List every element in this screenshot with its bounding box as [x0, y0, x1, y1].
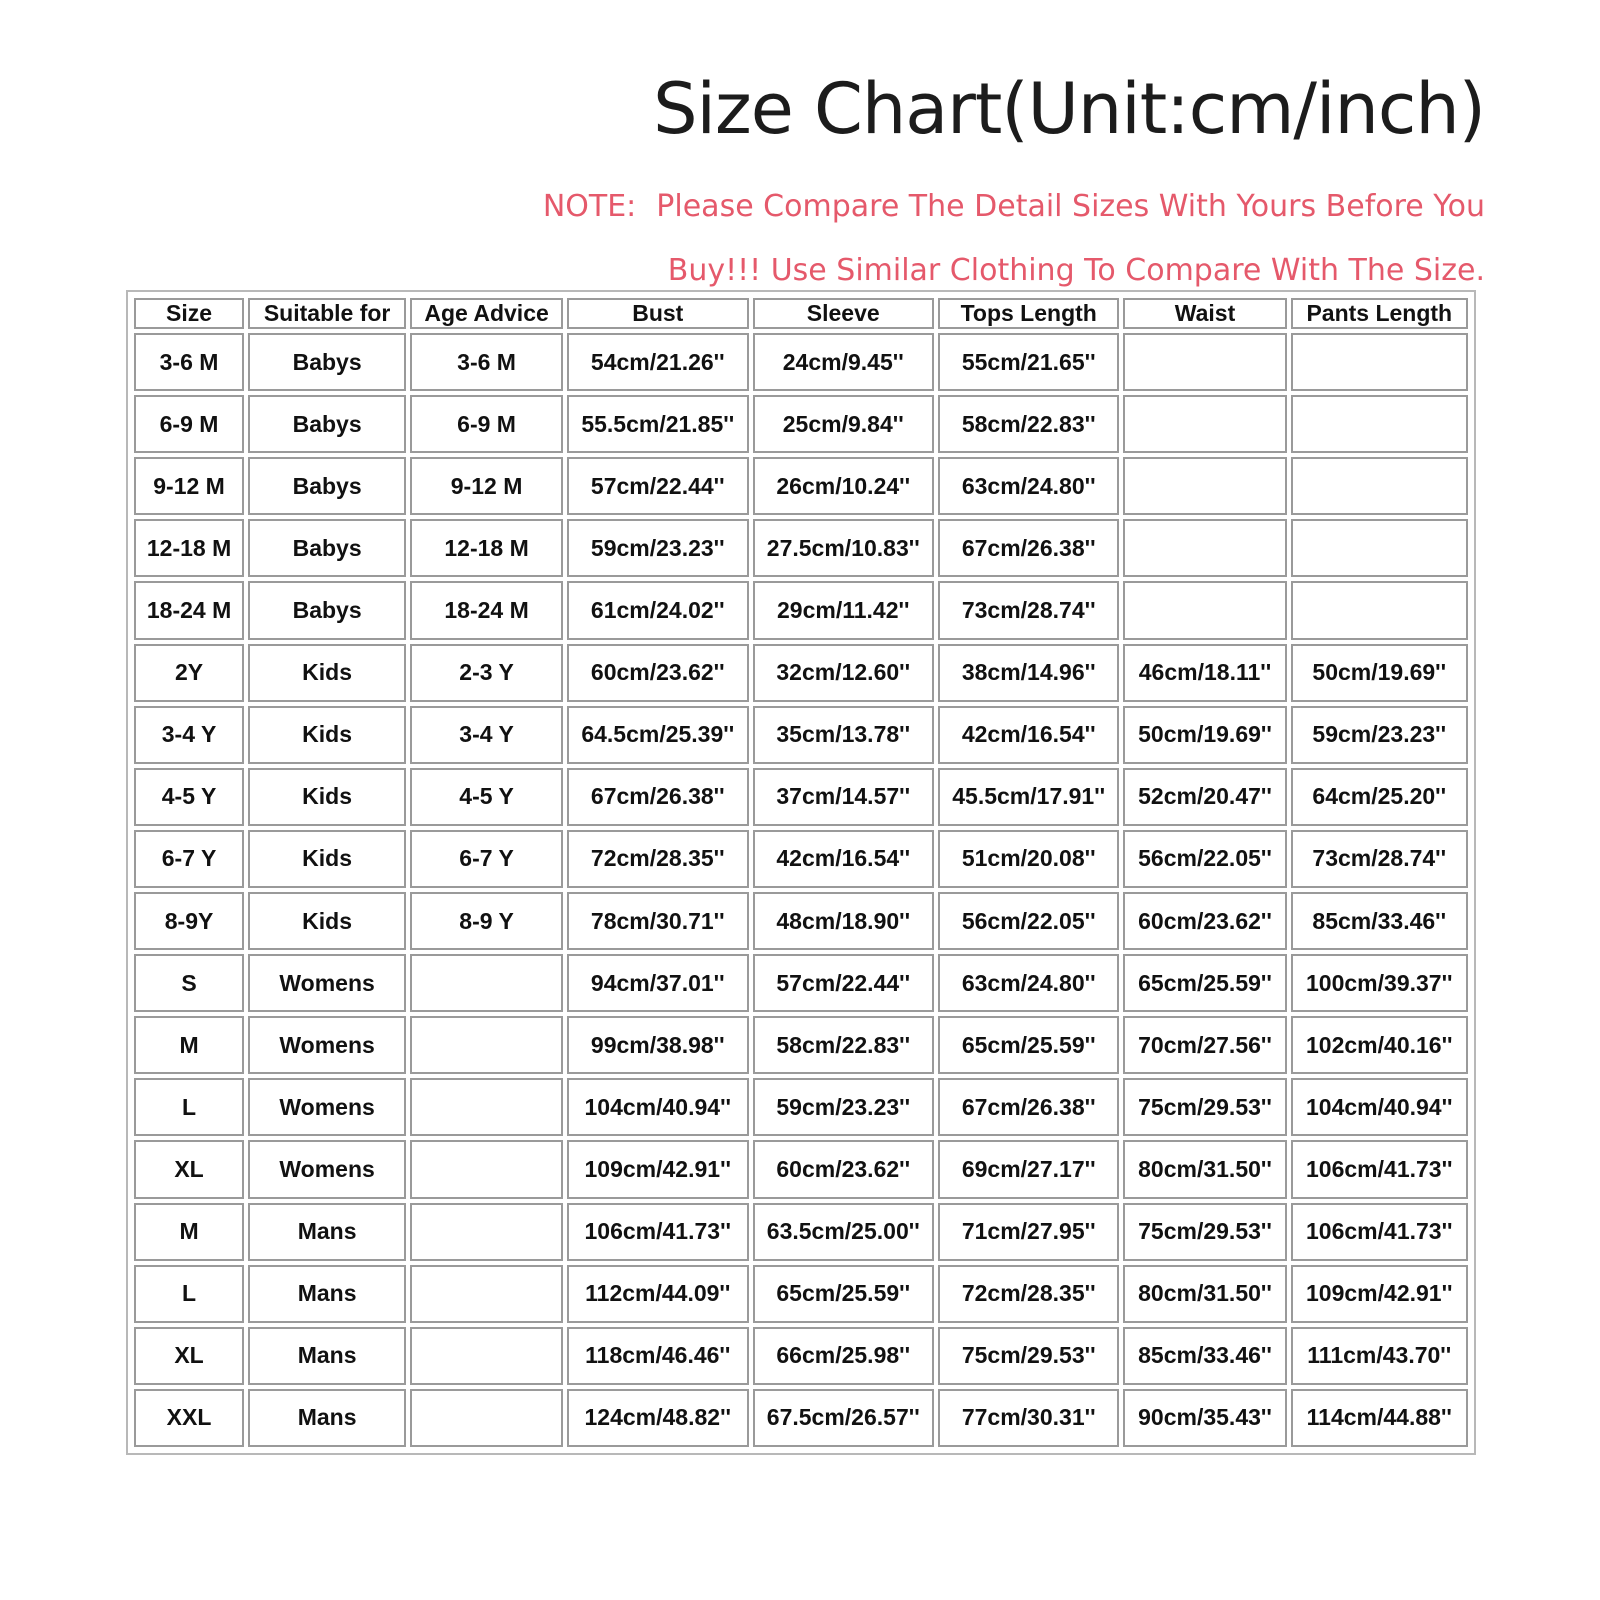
- table-cell: 78cm/30.71'': [567, 892, 748, 950]
- table-cell: 106cm/41.73'': [567, 1203, 748, 1261]
- table-cell: 42cm/16.54'': [753, 830, 934, 888]
- table-cell: 8-9 Y: [410, 892, 563, 950]
- table-row: [134, 395, 1468, 453]
- table-cell: Babys: [248, 395, 406, 453]
- table-cell: Babys: [248, 457, 406, 515]
- table-row: [134, 519, 1468, 577]
- table-cell: 73cm/28.74'': [1291, 830, 1468, 888]
- table-cell: Kids: [248, 706, 406, 764]
- table-cell: L: [134, 1265, 244, 1323]
- table-cell: 104cm/40.94'': [1291, 1078, 1468, 1136]
- size-chart-table: [126, 290, 1476, 1455]
- table-cell: Babys: [248, 519, 406, 577]
- table-cell: Kids: [248, 768, 406, 826]
- table-row: [134, 830, 1468, 888]
- table-cell: [410, 954, 563, 1012]
- table-cell: 3-4 Y: [410, 706, 563, 764]
- table-cell: 3-4 Y: [134, 706, 244, 764]
- table-cell: 50cm/19.69'': [1123, 706, 1286, 764]
- table-cell: 26cm/10.24'': [753, 457, 934, 515]
- table-cell: 12-18 M: [134, 519, 244, 577]
- table-cell: 12-18 M: [410, 519, 563, 577]
- table-cell: 6-7 Y: [410, 830, 563, 888]
- table-cell: 66cm/25.98'': [753, 1327, 934, 1385]
- table-cell: 24cm/9.45'': [753, 333, 934, 391]
- table-cell: 63.5cm/25.00'': [753, 1203, 934, 1261]
- table-cell: [1291, 333, 1468, 391]
- table-cell: 73cm/28.74'': [938, 581, 1119, 639]
- table-cell: 85cm/33.46'': [1291, 892, 1468, 950]
- page-title: Size Chart(Unit:cm/inch): [653, 68, 1485, 150]
- table-cell: Mans: [248, 1327, 406, 1385]
- table-cell: 56cm/22.05'': [938, 892, 1119, 950]
- table-cell: Womens: [248, 1078, 406, 1136]
- table-cell: 4-5 Y: [134, 768, 244, 826]
- table-cell: 25cm/9.84'': [753, 395, 934, 453]
- table-cell: [410, 1140, 563, 1198]
- table-cell: 18-24 M: [410, 581, 563, 639]
- table-cell: 67cm/26.38'': [567, 768, 748, 826]
- table-cell: 72cm/28.35'': [567, 830, 748, 888]
- table-cell: 71cm/27.95'': [938, 1203, 1119, 1261]
- table-cell: [410, 1016, 563, 1074]
- table-cell: [1291, 457, 1468, 515]
- table-cell: 8-9Y: [134, 892, 244, 950]
- table-header-row: [134, 298, 1468, 329]
- table-cell: XL: [134, 1327, 244, 1385]
- table-cell: 67.5cm/26.57'': [753, 1389, 934, 1447]
- column-header: Suitable for: [248, 298, 406, 329]
- table-cell: 72cm/28.35'': [938, 1265, 1119, 1323]
- table-cell: 80cm/31.50'': [1123, 1265, 1286, 1323]
- table-row: [134, 1327, 1468, 1385]
- table-cell: 114cm/44.88'': [1291, 1389, 1468, 1447]
- table-cell: 45.5cm/17.91'': [938, 768, 1119, 826]
- table-cell: 109cm/42.91'': [567, 1140, 748, 1198]
- table-cell: [1123, 581, 1286, 639]
- table-cell: 46cm/18.11'': [1123, 644, 1286, 702]
- table-cell: 69cm/27.17'': [938, 1140, 1119, 1198]
- table-row: [134, 457, 1468, 515]
- table-cell: 9-12 M: [410, 457, 563, 515]
- table-cell: 65cm/25.59'': [753, 1265, 934, 1323]
- table-cell: [1123, 519, 1286, 577]
- table-cell: 60cm/23.62'': [1123, 892, 1286, 950]
- table-row: [134, 954, 1468, 1012]
- table-cell: 55.5cm/21.85'': [567, 395, 748, 453]
- table-cell: 60cm/23.62'': [567, 644, 748, 702]
- table-cell: 112cm/44.09'': [567, 1265, 748, 1323]
- table-cell: 70cm/27.56'': [1123, 1016, 1286, 1074]
- table-cell: 6-9 M: [134, 395, 244, 453]
- table-cell: [1291, 519, 1468, 577]
- column-header: Sleeve: [753, 298, 934, 329]
- table-cell: [1123, 457, 1286, 515]
- table-cell: 106cm/41.73'': [1291, 1203, 1468, 1261]
- table-cell: 75cm/29.53'': [1123, 1078, 1286, 1136]
- table-cell: Womens: [248, 954, 406, 1012]
- column-header: Age Advice: [410, 298, 563, 329]
- table-row: [134, 768, 1468, 826]
- table-cell: 118cm/46.46'': [567, 1327, 748, 1385]
- table-cell: 60cm/23.62'': [753, 1140, 934, 1198]
- table-cell: XXL: [134, 1389, 244, 1447]
- table-cell: 111cm/43.70'': [1291, 1327, 1468, 1385]
- table-cell: 104cm/40.94'': [567, 1078, 748, 1136]
- table-cell: 3-6 M: [134, 333, 244, 391]
- table-cell: 37cm/14.57'': [753, 768, 934, 826]
- table-cell: Womens: [248, 1140, 406, 1198]
- table-body: [134, 333, 1468, 1447]
- column-header: Size: [134, 298, 244, 329]
- note-text: Please Compare The Detail Sizes With Yours Before You Buy!!! Use Similar Clothing To Compare With The Size.: [656, 189, 1485, 288]
- table-cell: Babys: [248, 581, 406, 639]
- note-label: NOTE:: [542, 189, 637, 224]
- table-row: [134, 644, 1468, 702]
- table-cell: [1123, 333, 1286, 391]
- table-cell: 32cm/12.60'': [753, 644, 934, 702]
- table-cell: L: [134, 1078, 244, 1136]
- table-cell: 18-24 M: [134, 581, 244, 639]
- table-cell: 90cm/35.43'': [1123, 1389, 1286, 1447]
- table-row: [134, 1389, 1468, 1447]
- table-cell: Kids: [248, 644, 406, 702]
- column-header: Pants Length: [1291, 298, 1468, 329]
- table-cell: 9-12 M: [134, 457, 244, 515]
- table-cell: 75cm/29.53'': [1123, 1203, 1286, 1261]
- table-cell: 2Y: [134, 644, 244, 702]
- table-cell: Mans: [248, 1389, 406, 1447]
- table-cell: 29cm/11.42'': [753, 581, 934, 639]
- table-row: [134, 1265, 1468, 1323]
- table-cell: 6-9 M: [410, 395, 563, 453]
- table-cell: 99cm/38.98'': [567, 1016, 748, 1074]
- table-cell: [1123, 395, 1286, 453]
- size-note: [485, 175, 1485, 303]
- table-row: [134, 1140, 1468, 1198]
- table-row: [134, 333, 1468, 391]
- table-cell: 124cm/48.82'': [567, 1389, 748, 1447]
- table-cell: 57cm/22.44'': [753, 954, 934, 1012]
- table-cell: 56cm/22.05'': [1123, 830, 1286, 888]
- table-cell: 63cm/24.80'': [938, 954, 1119, 1012]
- table-cell: 109cm/42.91'': [1291, 1265, 1468, 1323]
- table-cell: 100cm/39.37'': [1291, 954, 1468, 1012]
- table-cell: 65cm/25.59'': [938, 1016, 1119, 1074]
- table-cell: 38cm/14.96'': [938, 644, 1119, 702]
- table-row: [134, 706, 1468, 764]
- table-cell: 67cm/26.38'': [938, 519, 1119, 577]
- table-cell: M: [134, 1203, 244, 1261]
- table-cell: S: [134, 954, 244, 1012]
- column-header: Tops Length: [938, 298, 1119, 329]
- table-cell: 61cm/24.02'': [567, 581, 748, 639]
- table-cell: 59cm/23.23'': [753, 1078, 934, 1136]
- table-cell: Babys: [248, 333, 406, 391]
- table-cell: 65cm/25.59'': [1123, 954, 1286, 1012]
- table-cell: 64cm/25.20'': [1291, 768, 1468, 826]
- table-cell: 59cm/23.23'': [567, 519, 748, 577]
- table-cell: [1291, 395, 1468, 453]
- table-cell: 55cm/21.65'': [938, 333, 1119, 391]
- table-cell: Kids: [248, 892, 406, 950]
- table-cell: 50cm/19.69'': [1291, 644, 1468, 702]
- table-cell: [1291, 581, 1468, 639]
- table-cell: M: [134, 1016, 244, 1074]
- table-cell: XL: [134, 1140, 244, 1198]
- table-row: [134, 1016, 1468, 1074]
- table-cell: 51cm/20.08'': [938, 830, 1119, 888]
- table-cell: 85cm/33.46'': [1123, 1327, 1286, 1385]
- table-cell: 2-3 Y: [410, 644, 563, 702]
- table-cell: [410, 1265, 563, 1323]
- table-cell: [410, 1327, 563, 1385]
- table-cell: 67cm/26.38'': [938, 1078, 1119, 1136]
- table-cell: 59cm/23.23'': [1291, 706, 1468, 764]
- table-cell: 80cm/31.50'': [1123, 1140, 1286, 1198]
- table-cell: 4-5 Y: [410, 768, 563, 826]
- table-cell: 94cm/37.01'': [567, 954, 748, 1012]
- table-cell: 35cm/13.78'': [753, 706, 934, 764]
- table-cell: 3-6 M: [410, 333, 563, 391]
- table-cell: 102cm/40.16'': [1291, 1016, 1468, 1074]
- table-cell: 57cm/22.44'': [567, 457, 748, 515]
- table-cell: 106cm/41.73'': [1291, 1140, 1468, 1198]
- table-row: [134, 581, 1468, 639]
- column-header: Waist: [1123, 298, 1286, 329]
- table-cell: Mans: [248, 1203, 406, 1261]
- table-cell: 54cm/21.26'': [567, 333, 748, 391]
- table-cell: Mans: [248, 1265, 406, 1323]
- table-cell: [410, 1078, 563, 1136]
- table-cell: [410, 1389, 563, 1447]
- column-header: Bust: [567, 298, 748, 329]
- table-row: [134, 892, 1468, 950]
- table-cell: 75cm/29.53'': [938, 1327, 1119, 1385]
- table-cell: 77cm/30.31'': [938, 1389, 1119, 1447]
- table-cell: 63cm/24.80'': [938, 457, 1119, 515]
- table-cell: 58cm/22.83'': [753, 1016, 934, 1074]
- table-cell: Kids: [248, 830, 406, 888]
- table-cell: 52cm/20.47'': [1123, 768, 1286, 826]
- table-cell: Womens: [248, 1016, 406, 1074]
- table-cell: 27.5cm/10.83'': [753, 519, 934, 577]
- table-cell: 58cm/22.83'': [938, 395, 1119, 453]
- table-row: [134, 1078, 1468, 1136]
- table-cell: 64.5cm/25.39'': [567, 706, 748, 764]
- table-row: [134, 1203, 1468, 1261]
- table-cell: 6-7 Y: [134, 830, 244, 888]
- table-cell: 42cm/16.54'': [938, 706, 1119, 764]
- table-cell: [410, 1203, 563, 1261]
- table-cell: 48cm/18.90'': [753, 892, 934, 950]
